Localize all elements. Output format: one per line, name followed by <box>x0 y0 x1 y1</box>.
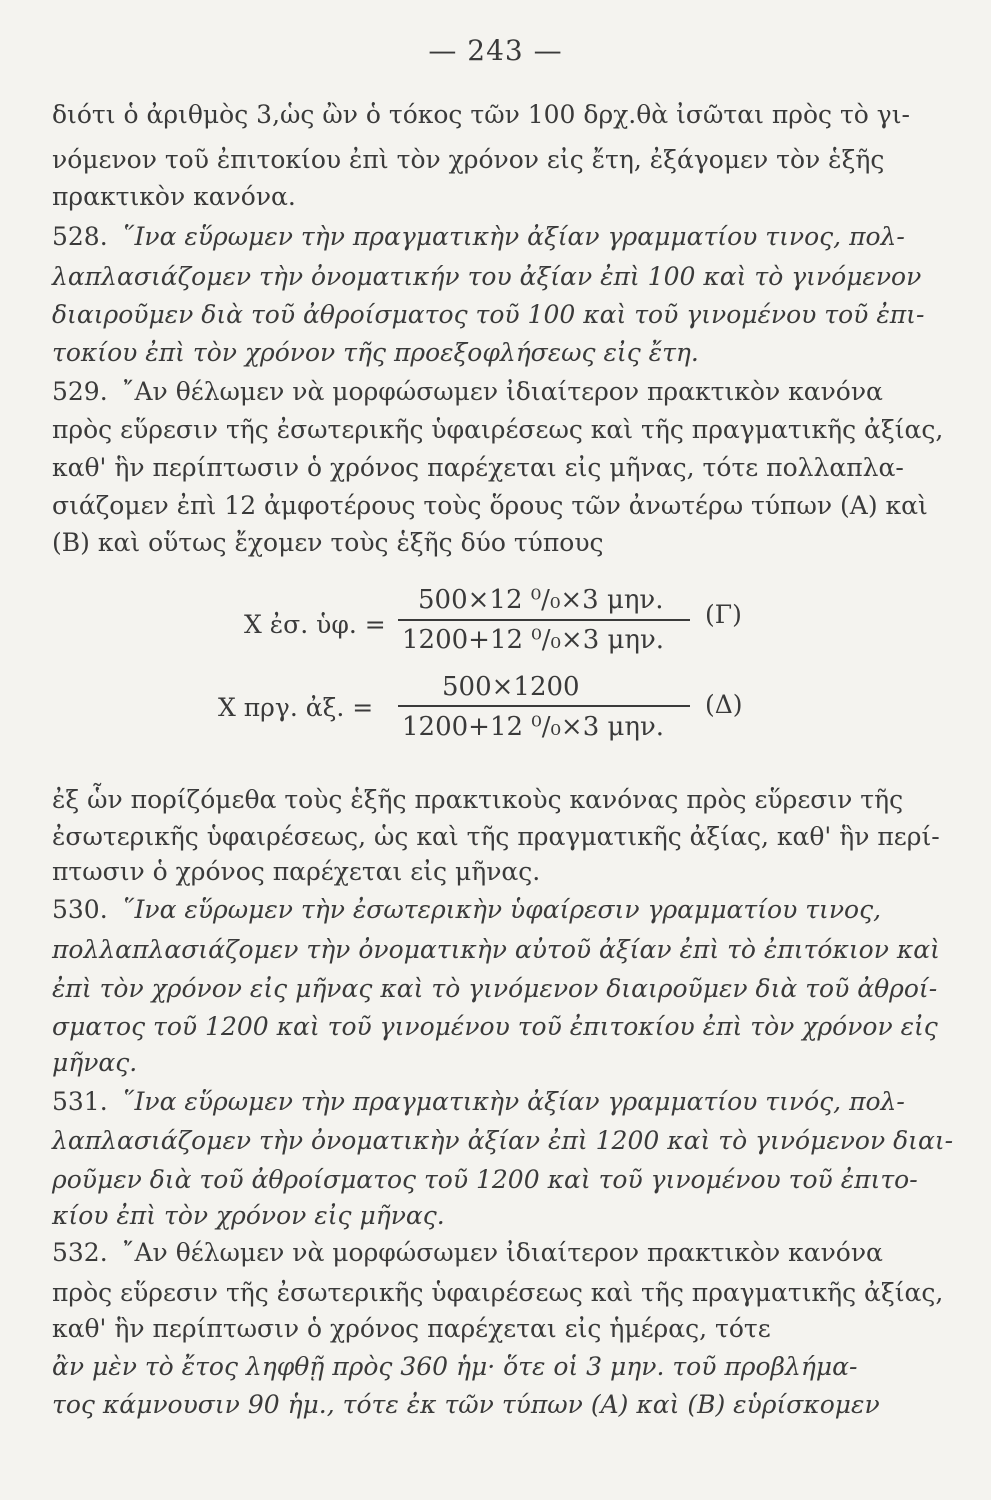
text-line: ῞Ινα εὕρωμεν τὴν πραγματικὴν ἀξίαν γραμματίου τινός, πολ- <box>122 1087 905 1116</box>
formula-denominator: 1200+12 ⁰/₀×3 μην. <box>402 712 665 742</box>
text-line: καθ' ἣν περίπτωσιν ὁ χρόνος παρέχεται εἰς ἡμέρας, τότε <box>52 1314 771 1343</box>
text-line: νόμενον τοῦ ἐπιτοκίου ἐπὶ τὸν χρόνον εἰς ἔτη, ἐξάγομεν τὸν ἑξῆς <box>52 145 885 174</box>
section-number: 528. <box>52 222 108 251</box>
text-line: πρὸς εὕρεσιν τῆς ἐσωτερικῆς ὑφαιρέσεως καὶ τῆς πραγματικῆς ἀξίας, <box>52 415 944 444</box>
text-line: ἐσωτερικῆς ὑφαιρέσεως, ὡς καὶ τῆς πραγματικῆς ἀξίας, καθ' ἣν περί- <box>52 822 940 851</box>
fraction-bar <box>398 705 690 707</box>
text-line: ἐπὶ τὸν χρόνον εἰς μῆνας καὶ τὸ γινόμενον διαιροῦμεν διὰ τοῦ ἀθροί- <box>52 974 938 1003</box>
text-line: ῎Αν θέλωμεν νὰ μορφώσωμεν ἰδιαίτερον πρακτικὸν κανόνα <box>122 1238 883 1267</box>
formula-numerator: 500×1200 <box>442 672 580 702</box>
text-line: πρακτικὸν κανόνα. <box>52 182 296 211</box>
paragraph-528-first-line <box>52 222 905 252</box>
text-line: τοκίου ἐπὶ τὸν χρόνον τῆς προεξοφλήσεως εἰς ἔτη. <box>52 338 699 367</box>
section-number: 532. <box>52 1238 108 1267</box>
text-line: πρὸς εὕρεσιν τῆς ἐσωτερικῆς ὑφαιρέσεως καὶ τῆς πραγματικῆς ἀξίας, <box>52 1278 944 1307</box>
formula-denominator: 1200+12 ⁰/₀×3 μην. <box>402 625 665 655</box>
page-number: — 243 — <box>428 34 563 67</box>
text-line: μῆνας. <box>52 1048 138 1077</box>
text-line: τος κάμνουσιν 90 ἡμ., τότε ἐκ τῶν τύπων (Α) καὶ (Β) εὑρίσκομεν <box>52 1390 880 1419</box>
paragraph-530-first-line <box>52 895 892 925</box>
text-line: πολλαπλασιάζομεν τὴν ὀνοματικὴν αὐτοῦ ἀξίαν ἐπὶ τὸ ἐπιτόκιον καὶ <box>52 935 940 964</box>
section-number: 530. <box>52 895 108 924</box>
text-line: ῞Ινα εὕρωμεν τὴν ἐσωτερικὴν ὑφαίρεσιν γραμματίου τινος, <box>122 895 882 924</box>
text-line: ἐξ ὧν πορίζόμεθα τοὺς ἑξῆς πρακτικοὺς κανόνας πρὸς εὕρεσιν τῆς <box>52 785 904 814</box>
text-line: ῎Αν θέλωμεν νὰ μορφώσωμεν ἰδιαίτερον πρακτικὸν κανόνα <box>122 377 883 406</box>
text-line: ῞Ινα εὕρωμεν τὴν πραγματικὴν ἀξίαν γραμματίου τινος, πολ- <box>122 222 905 251</box>
formula-lhs: Χ ἐσ. ὑφ. = <box>244 610 386 639</box>
text-line: κίου ἐπὶ τὸν χρόνον εἰς μῆνας. <box>52 1201 445 1230</box>
text-line: διότι ὁ ἀριθμὸς 3,ὡς ὢν ὁ τόκος τῶν 100 δρχ.θὰ ἰσῶται πρὸς τὸ γι- <box>52 100 910 129</box>
paragraph-531-first-line <box>52 1087 905 1117</box>
section-number: 529. <box>52 377 108 406</box>
text-line: διαιροῦμεν διὰ τοῦ ἀθροίσματος τοῦ 100 καὶ τοῦ γινομένου τοῦ ἐπι- <box>52 300 925 329</box>
text-line: ροῦμεν διὰ τοῦ ἀθροίσματος τοῦ 1200 καὶ τοῦ γινομένου τοῦ ἐπιτο- <box>52 1165 918 1194</box>
text-line: καθ' ἣν περίπτωσιν ὁ χρόνος παρέχεται εἰς μῆνας, τότε πολλαπλα- <box>52 453 904 482</box>
text-line: πτωσιν ὁ χρόνος παρέχεται εἰς μῆνας. <box>52 857 541 886</box>
text-line: ἂν μὲν τὸ ἔτος ληφθῇ πρὸς 360 ἡμ· ὅτε οἱ 3 μην. τοῦ προβλήμα- <box>52 1352 858 1381</box>
formula-lhs: Χ πργ. ἀξ. = <box>218 693 374 722</box>
text-line: (Β) καὶ οὕτως ἔχομεν τοὺς ἑξῆς δύο τύπους <box>52 528 604 557</box>
paragraph-529-first-line <box>52 377 892 407</box>
text-line: σιάζομεν ἐπὶ 12 ἀμφοτέρους τοὺς ὅρους τῶν ἀνωτέρω τύπων (Α) καὶ <box>52 491 928 520</box>
formula-numerator: 500×12 ⁰/₀×3 μην. <box>418 585 664 615</box>
fraction-bar <box>398 619 690 621</box>
text-line: σματος τοῦ 1200 καὶ τοῦ γινομένου τοῦ ἐπιτοκίου ἐπὶ τὸν χρόνον εἰς <box>52 1012 938 1041</box>
formula-tag: (Γ) <box>705 600 742 629</box>
paragraph-532-first-line <box>52 1238 892 1268</box>
text-line: λαπλασιάζομεν τὴν ὀνοματικήν του ἀξίαν ἐπὶ 100 καὶ τὸ γινόμενον <box>52 262 922 291</box>
formula-tag: (Δ) <box>705 690 743 719</box>
text-line: λαπλασιάζομεν τὴν ὀνοματικὴν ἀξίαν ἐπὶ 1200 καὶ τὸ γινόμενον διαι- <box>52 1126 954 1155</box>
section-number: 531. <box>52 1087 108 1116</box>
